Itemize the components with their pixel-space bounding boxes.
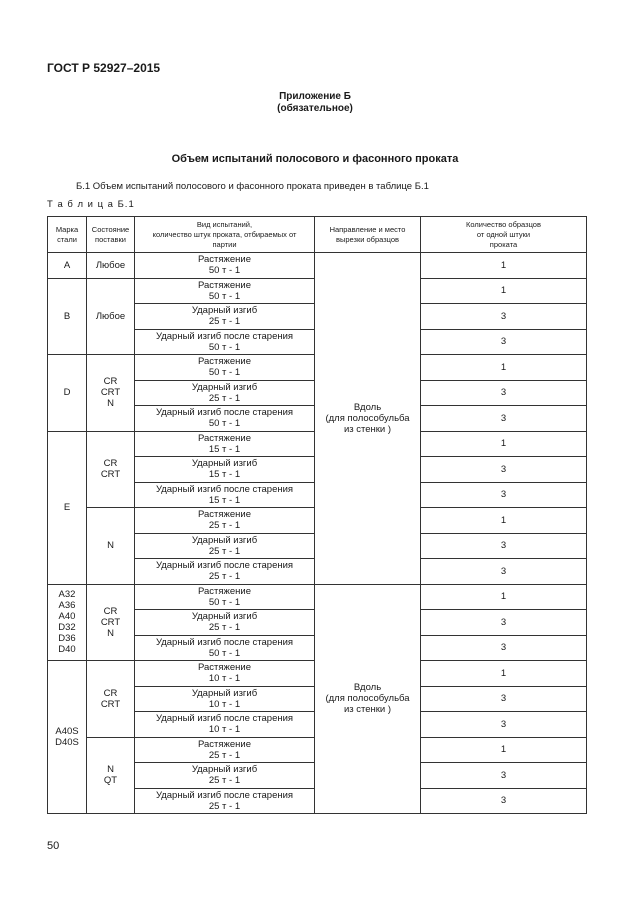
- count-cell: 1: [421, 278, 587, 304]
- count-cell: 3: [421, 610, 587, 636]
- cell-line: Ударный изгиб после старения: [155, 636, 294, 648]
- test-cell: [135, 304, 315, 330]
- cell-line: 15 т - 1: [208, 443, 241, 455]
- cell-line: Ударный изгиб после старения: [155, 789, 294, 801]
- test-cell: [135, 431, 315, 457]
- cell-line: Ударный изгиб после старения: [155, 713, 294, 725]
- table-label: Т а б л и ц а Б.1: [47, 199, 135, 210]
- column-header-direction: [315, 217, 421, 253]
- cell-line: поставки: [95, 234, 126, 244]
- cell-line: N: [107, 764, 114, 776]
- intro-paragraph: Б.1 Объем испытаний полосового и фасонного проката приведен в таблице Б.1: [76, 181, 429, 192]
- cell-line: 15 т - 1: [208, 469, 241, 481]
- cell-line: CRT: [100, 616, 121, 628]
- test-cell: [135, 712, 315, 738]
- test-cell: [135, 329, 315, 355]
- cell-line: 25 т - 1: [208, 392, 241, 404]
- cell-line: A32: [58, 589, 76, 601]
- cell-line: 50 т - 1: [208, 596, 241, 608]
- cell-line: Любое: [95, 259, 126, 271]
- cell-line: Ударный изгиб после старения: [155, 330, 294, 342]
- test-cell: [135, 763, 315, 789]
- count-cell: 1: [421, 737, 587, 763]
- cell-line: (для полособульба: [325, 412, 410, 424]
- cell-line: Марка: [55, 224, 79, 234]
- cell-line: N: [107, 540, 114, 552]
- count-cell: 1: [421, 355, 587, 381]
- cell-line: 25 т - 1: [208, 520, 241, 532]
- cell-line: 25 т - 1: [208, 775, 241, 787]
- condition-cell: [87, 253, 135, 279]
- test-cell: [135, 482, 315, 508]
- cell-line: E: [63, 502, 71, 513]
- cell-line: от одной штуки: [476, 229, 531, 239]
- column-header-test: [135, 217, 315, 253]
- count-cell: 3: [421, 686, 587, 712]
- cell-line: 15 т - 1: [208, 494, 241, 506]
- cell-line: 25 т - 1: [208, 571, 241, 583]
- count-cell: 3: [421, 329, 587, 355]
- grade-cell: [48, 278, 87, 355]
- count-cell: 3: [421, 788, 587, 814]
- cell-line: 25 т - 1: [208, 316, 241, 328]
- cell-line: CR: [103, 687, 118, 699]
- cell-line: D40S: [55, 737, 79, 748]
- cell-line: 10 т - 1: [208, 673, 241, 685]
- cell-line: Ударный изгиб: [191, 381, 258, 393]
- cell-line: CR: [103, 458, 118, 470]
- table-header-row: [48, 217, 587, 253]
- cell-line: Ударный изгиб после старения: [155, 483, 294, 495]
- cell-line: из стенки ): [343, 704, 392, 716]
- cell-line: CRT: [100, 387, 121, 399]
- table-row: [48, 253, 587, 279]
- cell-line: D32: [58, 622, 76, 634]
- test-cell: [135, 533, 315, 559]
- cell-line: Растяжение: [197, 356, 252, 368]
- section-title: Объем испытаний полосового и фасонного проката: [171, 153, 459, 165]
- cell-line: Растяжение: [197, 738, 252, 750]
- condition-cell: [87, 508, 135, 585]
- count-cell: 3: [421, 304, 587, 330]
- cell-line: Растяжение: [197, 432, 252, 444]
- test-cell: [135, 355, 315, 381]
- count-cell: 3: [421, 712, 587, 738]
- count-cell: 3: [421, 635, 587, 661]
- cell-line: Растяжение: [197, 509, 252, 521]
- condition-cell: [87, 278, 135, 355]
- cell-line: партии: [212, 239, 237, 249]
- cell-line: Любое: [95, 310, 126, 322]
- cell-line: A40: [58, 611, 76, 623]
- count-cell: 3: [421, 559, 587, 585]
- cell-line: D: [63, 387, 71, 399]
- cell-line: A36: [58, 600, 76, 612]
- count-cell: 3: [421, 763, 587, 789]
- cell-line: 10 т - 1: [208, 698, 241, 710]
- test-cell: [135, 635, 315, 661]
- cell-line: QT: [103, 775, 118, 787]
- cell-line: CRT: [100, 698, 121, 710]
- cell-line: 50 т - 1: [208, 647, 241, 659]
- count-cell: 1: [421, 253, 587, 279]
- test-cell: [135, 686, 315, 712]
- condition-cell: [87, 584, 135, 661]
- column-header-grade: [48, 217, 87, 253]
- test-cell: [135, 457, 315, 483]
- test-cell: [135, 661, 315, 687]
- table-row: [48, 584, 587, 610]
- cell-line: 50 т - 1: [208, 418, 241, 430]
- cell-line: D40: [58, 644, 76, 656]
- cell-line: 50 т - 1: [208, 265, 241, 277]
- cell-line: Ударный изгиб после старения: [155, 560, 294, 572]
- cell-line: Вдоль: [353, 401, 382, 413]
- cell-line: Растяжение: [197, 254, 252, 266]
- cell-line: 10 т - 1: [208, 724, 241, 736]
- cell-line: проката: [489, 239, 518, 249]
- cell-line: количество штук проката, отбираемых от: [152, 229, 297, 239]
- cell-line: (для полособульба: [325, 693, 410, 705]
- cell-line: Растяжение: [197, 279, 252, 291]
- test-cell: [135, 584, 315, 610]
- cell-line: 50 т - 1: [208, 290, 241, 302]
- cell-line: CR: [103, 376, 118, 388]
- cell-line: A: [63, 259, 71, 271]
- cell-line: 50 т - 1: [208, 367, 241, 379]
- cell-line: стали: [57, 234, 77, 244]
- count-cell: 3: [421, 406, 587, 432]
- column-header-condition: [87, 217, 135, 253]
- cell-line: Ударный изгиб после старения: [155, 407, 294, 419]
- count-cell: 3: [421, 457, 587, 483]
- count-cell: 1: [421, 431, 587, 457]
- appendix-status: (обязательное): [277, 103, 353, 114]
- column-header-count: [421, 217, 587, 253]
- cell-line: Ударный изгиб: [191, 764, 258, 776]
- cell-line: 25 т - 1: [208, 800, 241, 812]
- cell-line: N: [107, 398, 114, 410]
- grade-cell: [48, 584, 87, 661]
- cell-line: 25 т - 1: [208, 545, 241, 557]
- test-cell: [135, 278, 315, 304]
- count-cell: 1: [421, 661, 587, 687]
- condition-cell: [87, 737, 135, 814]
- cell-line: Ударный изгиб: [191, 305, 258, 317]
- grade-cell: [48, 355, 87, 432]
- count-cell: 1: [421, 508, 587, 534]
- count-cell: 3: [421, 380, 587, 406]
- grade-cell: [48, 431, 87, 584]
- cell-line: Ударный изгиб: [191, 458, 258, 470]
- count-cell: 3: [421, 482, 587, 508]
- grade-cell: [48, 661, 87, 814]
- cell-line: 50 т - 1: [208, 341, 241, 353]
- cell-line: 25 т - 1: [208, 749, 241, 761]
- count-cell: 3: [421, 533, 587, 559]
- cell-line: 25 т - 1: [208, 622, 241, 634]
- condition-cell: [87, 661, 135, 738]
- count-cell: 1: [421, 584, 587, 610]
- cell-line: B: [63, 310, 71, 322]
- document-header: ГОСТ Р 52927–2015: [47, 61, 161, 75]
- test-cell: [135, 253, 315, 279]
- cell-line: из стенки ): [343, 423, 392, 435]
- test-cell: [135, 406, 315, 432]
- test-cell: [135, 737, 315, 763]
- cell-line: Ударный изгиб: [191, 611, 258, 623]
- cell-line: Растяжение: [197, 662, 252, 674]
- cell-line: Вдоль: [353, 682, 382, 694]
- appendix-title: Приложение Б: [279, 91, 351, 102]
- appendix-heading: [0, 91, 630, 115]
- cell-line: Направление и место: [329, 224, 406, 234]
- test-cell: [135, 610, 315, 636]
- condition-cell: [87, 431, 135, 508]
- test-cell: [135, 508, 315, 534]
- cell-line: D36: [58, 633, 76, 645]
- cell-line: Вид испытаний,: [196, 219, 253, 229]
- direction-cell: [315, 253, 421, 585]
- cell-line: Состояние: [91, 224, 130, 234]
- direction-cell: [315, 584, 421, 814]
- cell-line: Ударный изгиб: [191, 534, 258, 546]
- cell-line: A40S: [55, 726, 79, 737]
- page-number: 50: [47, 840, 60, 852]
- cell-line: CR: [103, 605, 118, 617]
- cell-line: CRT: [100, 469, 121, 481]
- condition-cell: [87, 355, 135, 432]
- test-cell: [135, 380, 315, 406]
- cell-line: Растяжение: [197, 585, 252, 597]
- test-cell: [135, 788, 315, 814]
- cell-line: N: [107, 627, 114, 639]
- cell-line: Ударный изгиб: [191, 687, 258, 699]
- grade-cell: [48, 253, 87, 279]
- test-volume-table: [47, 216, 587, 814]
- cell-line: вырезки образцов: [335, 234, 400, 244]
- test-cell: [135, 559, 315, 585]
- cell-line: Количество образцов: [466, 219, 541, 229]
